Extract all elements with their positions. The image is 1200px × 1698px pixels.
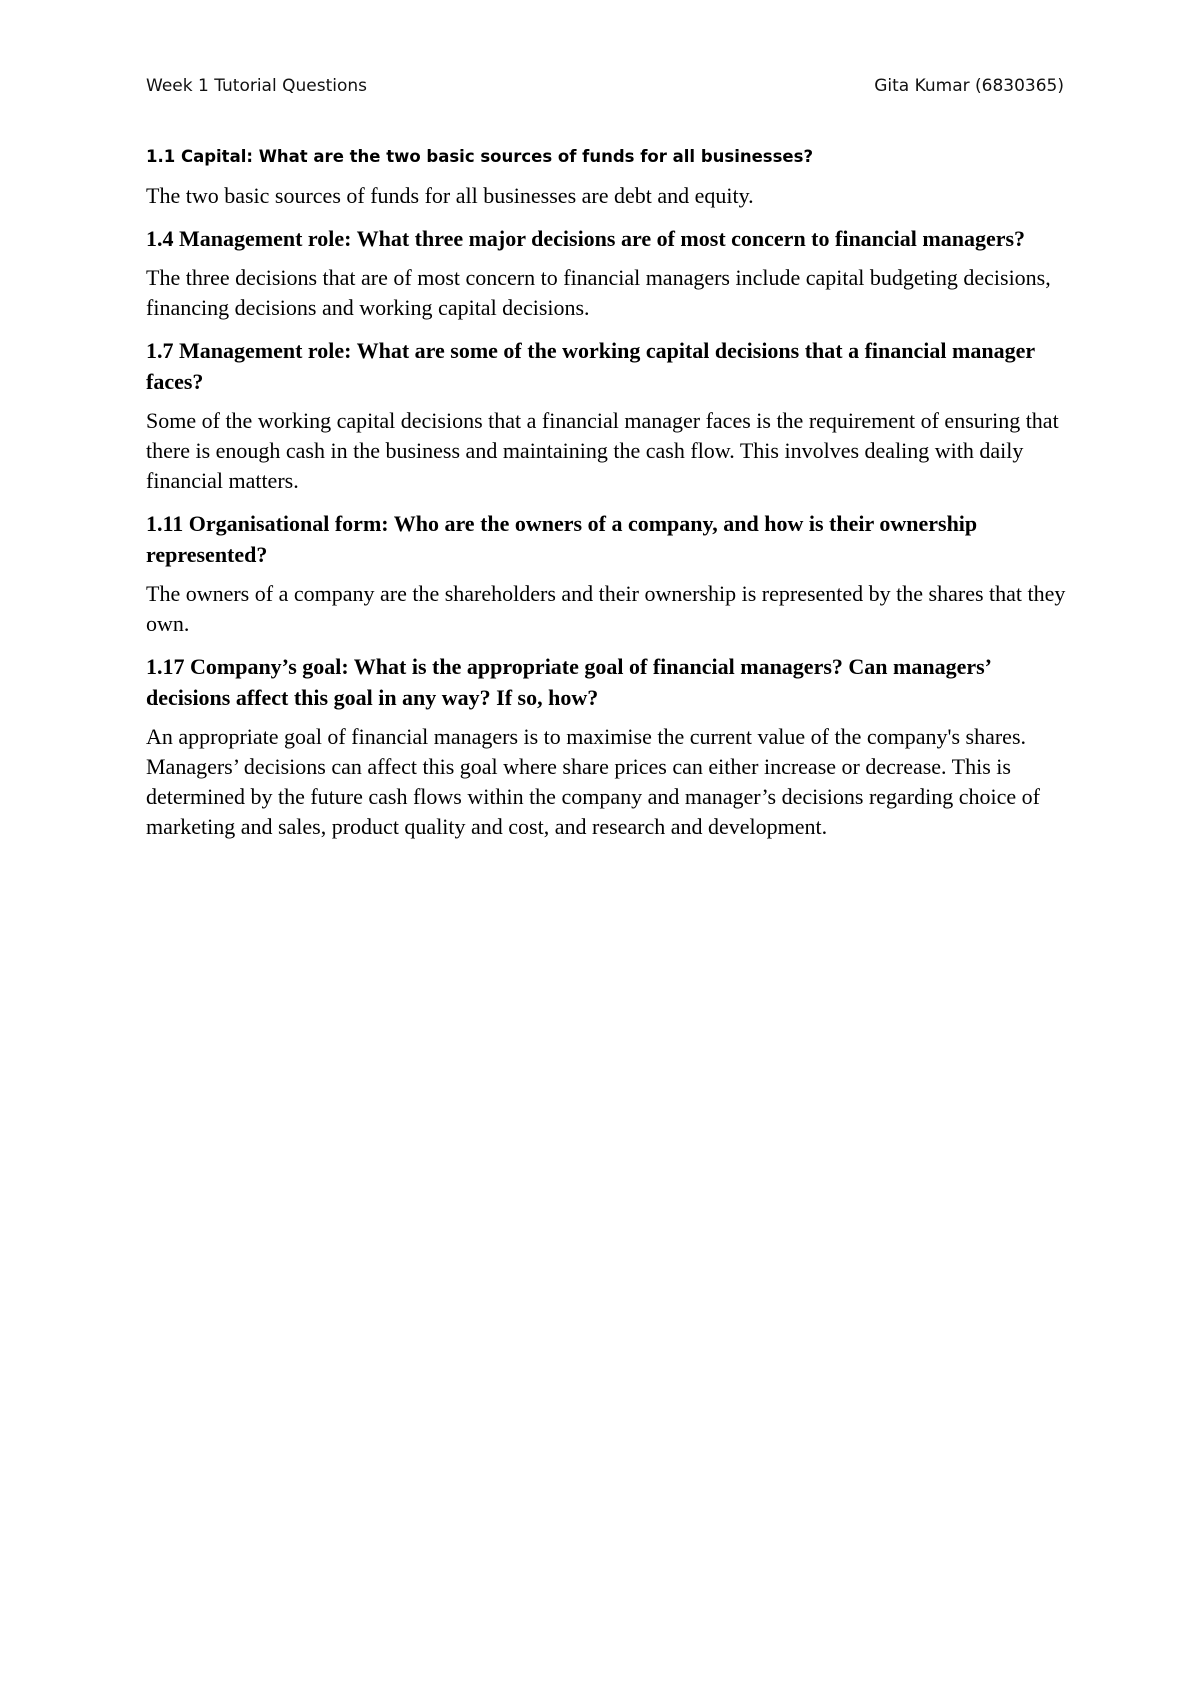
question-1-4: 1.4 Management role: What three major decisions are of most concern to financial managers? [146,226,1026,251]
answer-1-17: An appropriate goal of financial managers is to maximise the current value of the company's shares. Managers’ decisions can affect this goal where share prices can either increase or decrease. This is determined by the future cash flows within the company and manager’s decisions regarding choice of marketing and sales, product quality and cost, and research and development. [146,724,1040,839]
answer-1-1: The two basic sources of funds for all businesses are debt and equity. [146,183,754,208]
answer-1-7: Some of the working capital decisions that a financial manager faces is the requirement of ensuring that there is enough cash in the business and maintaining the cash flow. This involves dealing with daily financial matters. [146,408,1059,493]
answer-1-11: The owners of a company are the shareholders and their ownership is represented by the shares that they own. [146,581,1066,636]
answer-1-4: The three decisions that are of most concern to financial managers include capital budgeting decisions, financing decisions and working capital decisions. [146,265,1051,320]
document-body [146,145,1066,854]
question-1-11: 1.11 Organisational form: Who are the owners of a company, and how is their ownership represented? [146,511,978,567]
question-1-7: 1.7 Management role: What are some of the working capital decisions that a financial manager faces? [146,338,1035,394]
page-header [146,76,1064,102]
header-title: Week 1 Tutorial Questions [146,76,367,96]
header-author: Gita Kumar (6830365) [874,76,1064,96]
question-1-17: 1.17 Company’s goal: What is the appropriate goal of financial managers? Can managers’ decisions affect this goal in any way? If so, how? [146,654,991,710]
question-1-1: 1.1 Capital: What are the two basic sources of funds for all businesses? [146,147,814,166]
